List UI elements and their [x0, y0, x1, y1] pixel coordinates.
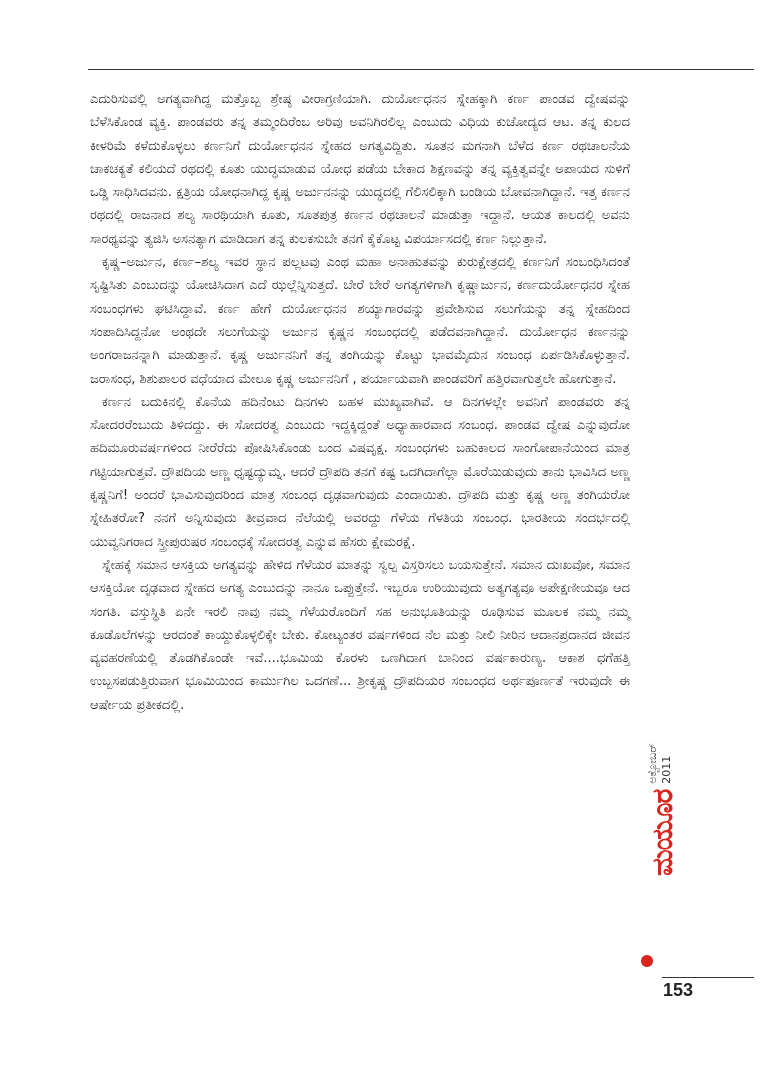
issue-date: ಅಕ್ಟೋಬರ್ 2011 [646, 743, 673, 784]
magazine-logo: ಮಯೂರ [646, 789, 679, 876]
article-paragraph-3: ಕರ್ಣನ ಬದುಕಿನಲ್ಲಿ ಕೊನೆಯ ಹದಿನೆಂಟು ದಿನಗಳು ಬಹಳ ಮುಖ್ಯವಾಗಿವೆ. ಆ ದಿನಗಳಲ್ಲೇ ಅವನಿಗೆ ಪಾಂಡವರು ತನ್ನ ಸೋದರರೆಂಬುದು ತಿಳಿದದ್ದು. ಈ ಸೋದರತ್ವ ಎಂಬುದು ಇದ್ದಕ್ಕಿದ್ದಂತೆ ಅಧ್ಯಾಹಾರವಾದ ಸಂಬಂಧ. ಪಾಂಡವ ದ್ವೇಷ ಎನ್ನುವುದೋ ಹದಿಮೂರುವರ್ಷಗಳಿಂದ ನೀರೆರೆದು ಪೋಷಿಸಿಕೊಂಡು ಬಂದ ವಿಷವೃಕ್ಷ. ಸಂಬಂಧಗಳು ಬಹುಕಾಲದ ಸಾಂಗೋಪಾನೆಯಿಂದ ಮಾತ್ರ ಗಟ್ಟಿಯಾಗುತ್ತವೆ. ದ್ರೌಪದಿಯ ಅಣ್ಣ ಧೃಷ್ಟದ್ಯುಮ್ನ. ಆದರೆ ದ್ರೌಪದಿ ತನಗೆ ಕಷ್ಟ ಒದಗಿದಾಗೆಲ್ಲಾ ಮೊರೆಯಿಡುವುದು ತಾನು ಭಾವಿಸಿದ ಅಣ್ಣ ಕೃಷ್ಣನಿಗೆ! ಅಂದರೆ ಭಾವಿಸುವುದರಿಂದ ಮಾತ್ರ ಸಂಬಂಧ ದೃಢವಾಗುವುದು ಎಂದಾಯಿತು. ದ್ರೌಪದಿ ಮತ್ತು ಕೃಷ್ಣ ಅಣ್ಣ ತಂಗಿಯರೋ ಸ್ನೇಹಿತರೋ? ನನಗೆ ಅನ್ನಿಸುವುದು ತೀವ್ರವಾದ ನೆಲೆಯಲ್ಲಿ ಅವರದ್ದು ಗೆಳೆಯ ಗೆಳತಿಯ ಸಂಬಂಧ. ಭಾರತೀಯ ಸಂದರ್ಭದಲ್ಲಿ ಯುವ್ವನಿಗರಾದ ಸ್ತ್ರೀಪುರುಷರ ಸಂಬಂಧಕ್ಕೆ ಸೋದರತ್ವ ಎನ್ನುವ ಹೆಸರು ಕ್ಷೇಮರಕ್ಷೆ. [90, 394, 630, 550]
header-rule [88, 69, 754, 70]
article-paragraph-4: ಸ್ನೇಹಕ್ಕೆ ಸಮಾನ ಆಸಕ್ತಿಯ ಅಗತ್ಯವನ್ನು ಹೇಳಿದ ಗೆಳೆಯರ ಮಾತನ್ನು ಸ್ವಲ್ಪ ವಿಸ್ತರಿಸಲು ಬಯಸುತ್ತೇನೆ. ಸಮಾನ ದುಃಖವೋ, ಸಮಾನ ಆಸಕ್ತಿಯೋ ದೃಢವಾದ ಸ್ನೇಹದ ಅಗತ್ಯ ಎಂಬುದನ್ನು ನಾನೂ ಒಪ್ಪುತ್ತೇನೆ. ಇಬ್ಬರೂ ಉರಿಯುವುದು ಅತ್ಯಗತ್ಯವೂ ಅಪೇಕ್ಷಣೀಯವೂ ಆದ ಸಂಗತಿ. ವಸ್ತುಸ್ಥಿತಿ ಏನೇ ಇರಲಿ ನಾವು ನಮ್ಮ ಗೆಳೆಯರೊಂದಿಗೆ ಸಹ ಅನುಭೂತಿಯನ್ನು ರೂಢಿಸುವ ಮೂಲಕ ನಮ್ಮ ನಮ್ಮ ಕೂಡೊಲೆಗಳನ್ನು ಆರದಂತೆ ಕಾಯ್ದುಕೊಳ್ಳಲಿಕ್ಕೇ ಬೇಕು. ಕೋಟ್ಯಂತರ ವರ್ಷಗಳಿಂದ ನೆಲ ಮತ್ತು ನೀಲಿ ನೀರಿನ ಆದಾನಪ್ರದಾನದ ಜೀವನ ವ್ಯವಹರಣೆಯಲ್ಲಿ ತೊಡಗಿಕೊಂಡೇ ಇವೆ....ಭೂಮಿಯ ಕೊರಳು ಒಣಗಿದಾಗ ಬಾನಿಂದ ವರ್ಷಕಾರುಣ್ಯ. ಆಕಾಶ ಧಗೆಹತ್ತಿ ಉಬ್ಬಸಪಡುತ್ತಿರುವಾಗ ಭೂಮಿಯಿಂದ ಕಾರ್ಮುಗಿಲ ಒದಗಣೆ... ಶ್ರೀಕೃಷ್ಣ ದ್ರೌಪದಿಯರ ಸಂಬಂಧದ ಅರ್ಥಪೂರ್ಣತೆ ಇರುವುದೇ ಈ ಆರ್ಷೇಯ ಪ್ರತೀಕದಲ್ಲಿ. [90, 557, 630, 713]
article-paragraph-2: ಕೃಷ್ಣ–ಅರ್ಜುನ, ಕರ್ಣ–ಶಲ್ಯ ಇವರ ಸ್ಥಾನ ಪಲ್ಲಟವು ಎಂಥ ಮಹಾ ಅನಾಹುತವನ್ನು ಕುರುಕ್ಷೇತ್ರದಲ್ಲಿ ಕರ್ಣನಿಗೆ ಸಂಬಂಧಿಸಿದಂತೆ ಸೃಷ್ಟಿಸಿತು ಎಂಬುದನ್ನು ಯೋಚಿಸಿದಾಗ ಎದೆ ಝಲ್ಲೆನ್ನಿಸುತ್ತದೆ. ಬೇರೆ ಬೇರೆ ಅಗತ್ಯಗಳಿಗಾಗಿ ಕೃಷ್ಣಾರ್ಜುನ, ಕರ್ಣದುರ್ಯೋಧನರ ಸ್ನೇಹ ಸಂಬಂಧಗಳು ಘಟಿಸಿದ್ದಾವೆ. ಕರ್ಣ ಹೇಗೆ ದುರ್ಯೋಧನನ ಶಯ್ಯಾಗಾರವನ್ನು ಪ್ರವೇಶಿಸುವ ಸಲುಗೆಯನ್ನು ತನ್ನ ಸ್ನೇಹದಿಂದ ಸಂಪಾದಿಸಿದ್ದನೋ ಅಂಥದೇ ಸಲುಗೆಯನ್ನು ಅರ್ಜುನ ಕೃಷ್ಣನ ಸಂಬಂಧದಲ್ಲಿ ಪಡೆದವನಾಗಿದ್ದಾನೆ. ದುರ್ಯೋಧನ ಕರ್ಣನನ್ನು ಅಂಗರಾಜನನ್ನಾಗಿ ಮಾಡುತ್ತಾನೆ. ಕೃಷ್ಣ ಅರ್ಜುನನಿಗೆ ತನ್ನ ತಂಗಿಯನ್ನು ಕೊಟ್ಟು ಭಾವಮೈದುನ ಸಂಬಂಧ ಏರ್ಪಡಿಸಿಕೊಳ್ಳುತ್ತಾನೆ. ಜರಾಸಂಧ, ಶಿಶುಪಾಲರ ವಧೆಯಾದ ಮೇಲೂ ಕೃಷ್ಣ ಅರ್ಜುನನಿಗೆ , ಪರ್ಯಾಯವಾಗಿ ಪಾಂಡವರಿಗೆ ಹತ್ತಿರವಾಗುತ್ತಲೇ ಹೋಗುತ್ತಾನೆ. [90, 255, 630, 387]
article-body [90, 88, 630, 717]
page-number: 153 [663, 980, 694, 1000]
bullet-dot-icon [641, 955, 653, 967]
footer-rule [662, 977, 754, 978]
article-paragraph-1: ಎದುರಿಸುವಲ್ಲಿ ಅಗತ್ಯವಾಗಿದ್ದ ಮತ್ತೊಬ್ಬ ಶ್ರೇಷ್ಠ ವೀರಾಗ್ರಣಿಯಾಗಿ. ದುರ್ಯೋಧನನ ಸ್ನೇಹಕ್ಕಾಗಿ ಕರ್ಣ ಪಾಂಡವ ದ್ವೇಷವನ್ನು ಬೆಳೆಸಿಕೊಂಡ ವ್ಯಕ್ತಿ. ಪಾಂಡವರು ತನ್ನ ತಮ್ಮಂದಿರೆಂಬ ಅರಿವು ಅವನಿಗಿರಲಿಲ್ಲ ಎಂಬುದು ವಿಧಿಯ ಕುಚೋದ್ಯದ ಆಟ. ತನ್ನ ಕುಲದ ಕೀಳರಿಮೆ ಕಳೆದುಕೊಳ್ಳಲು ಕರ್ಣನಿಗೆ ದುರ್ಯೋಧನನ ಸ್ನೇಹದ ಅಗತ್ಯವಿದ್ದಿತು. ಸೂತನ ಮಗನಾಗಿ ಬೆಳೆದ ಕರ್ಣ ರಥಚಾಲನೆಯ ಚಾಕಚಕ್ಯತೆ ಕಲಿಯದೆ ರಥದಲ್ಲಿ ಕೂತು ಯುದ್ಧಮಾಡುವ ಯೋಧ ಪಡೆಯ ಬೇಕಾದ ಶಿಕ್ಷಣವನ್ನು ತನ್ನ ವ್ಯಕ್ತಿತ್ವವನ್ನೇ ಅಪಾಯದ ಸುಳಿಗೆ ಒಡ್ಡಿ ಸಾಧಿಸಿದವನು. ಕ್ಷತ್ರಿಯ ಯೋಧನಾಗಿದ್ದ ಕೃಷ್ಣ ಅರ್ಜುನನನ್ನು ಯುದ್ಧದಲ್ಲಿ ಗೆಲಿಸಲಿಕ್ಕಾಗಿ ಬಂಡಿಯ ಬೋವನಾಗಿದ್ದಾನೆ. ಇತ್ತ ಕರ್ಣನ ರಥದಲ್ಲಿ ರಾಜನಾದ ಶಲ್ಯ ಸಾರಥಿಯಾಗಿ ಕೂತು, ಸೂತಪುತ್ರ ಕರ್ಣನ ರಥಚಾಲನೆ ಮಾಡುತ್ತಾ ಇದ್ದಾನೆ. ಆಯತ ಕಾಲದಲ್ಲಿ ಅವನು ಸಾರಥ್ಯವನ್ನು ತ್ಯಜಿಸಿ ಅಸನತ್ಯಾಗ ಮಾಡಿದಾಗ ತನ್ನ ಕುಲಕಸುಬೇ ತನಗೆ ಕೈಕೊಟ್ಟ ವಿಪರ್ಯಾಸದಲ್ಲಿ ಕರ್ಣ ನಿಲ್ಲುತ್ತಾನೆ. [90, 92, 630, 247]
magazine-masthead [646, 743, 679, 876]
